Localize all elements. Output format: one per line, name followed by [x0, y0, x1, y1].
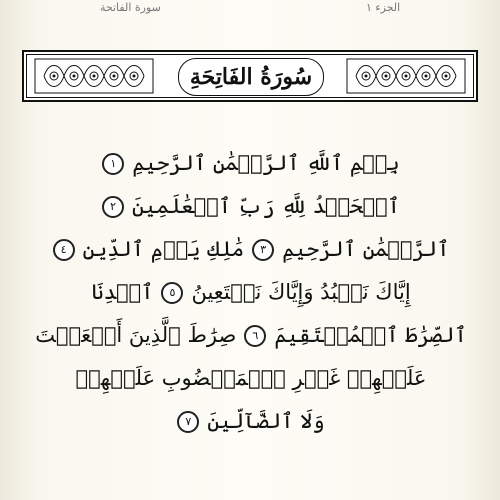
- verse-text: بِسۡمِ ٱللَّهِ ٱلرَّحۡمَٰنِ ٱلرَّحِيمِ: [132, 151, 400, 175]
- ayah-number-marker[interactable]: ٣: [252, 239, 274, 261]
- surah-header-frame: [22, 50, 478, 102]
- verse-text: ٱلۡحَمۡدُ لِلَّهِ رَبِّ ٱلۡعَٰلَمِينَ: [132, 194, 400, 218]
- verse-text: ٱلرَّحۡمَٰنِ ٱلرَّحِيمِ: [282, 237, 450, 261]
- verse-line: [18, 185, 484, 228]
- ayah-number-marker[interactable]: ٢: [102, 196, 124, 218]
- verse-line: [18, 228, 484, 271]
- verse-text: عَلَيۡهِمۡ غَيۡرِ ٱلۡمَغۡضُوبِ عَلَيۡهِمۡ: [75, 366, 427, 390]
- ayah-number-marker[interactable]: ٤: [53, 239, 75, 261]
- surah-name-label: سورة الفاتحة: [100, 1, 161, 14]
- verse-text: وَلَا ٱلضَّآلِّينَ: [207, 409, 325, 433]
- verse-line: [18, 400, 484, 443]
- verse-text: ٱهۡدِنَا: [91, 280, 154, 304]
- verse-line: [18, 357, 484, 400]
- arabesque-ornament-icon: [346, 58, 466, 94]
- juz-label: الجزء ١: [366, 1, 401, 14]
- ayah-number-marker[interactable]: ٧: [177, 411, 199, 433]
- verse-text: صِرَٰطَ ٱلَّذِينَ أَنۡعَمۡتَ: [35, 323, 237, 347]
- verse-text: ٱلصِّرَٰطَ ٱلۡمُسۡتَقِيمَ: [274, 323, 467, 347]
- ayah-number-marker[interactable]: ٥: [161, 282, 183, 304]
- ayah-number-marker[interactable]: ١: [102, 153, 124, 175]
- verse-text-block: [18, 142, 484, 443]
- verse-text: مَٰلِكِ يَوۡمِ ٱلدِّينِ: [82, 237, 245, 261]
- verse-line: [18, 314, 484, 357]
- surah-title: سُورَةُ الفَاتِحَةِ: [178, 58, 324, 96]
- verse-text: إِيَّاكَ نَعۡبُدُ وَإِيَّاكَ نَسۡتَعِينُ: [191, 280, 411, 304]
- ayah-number-marker[interactable]: ٦: [244, 325, 266, 347]
- page-header-bar: [0, 0, 500, 20]
- arabesque-ornament-icon: [34, 58, 154, 94]
- verse-line: [18, 271, 484, 314]
- verse-line: [18, 142, 484, 185]
